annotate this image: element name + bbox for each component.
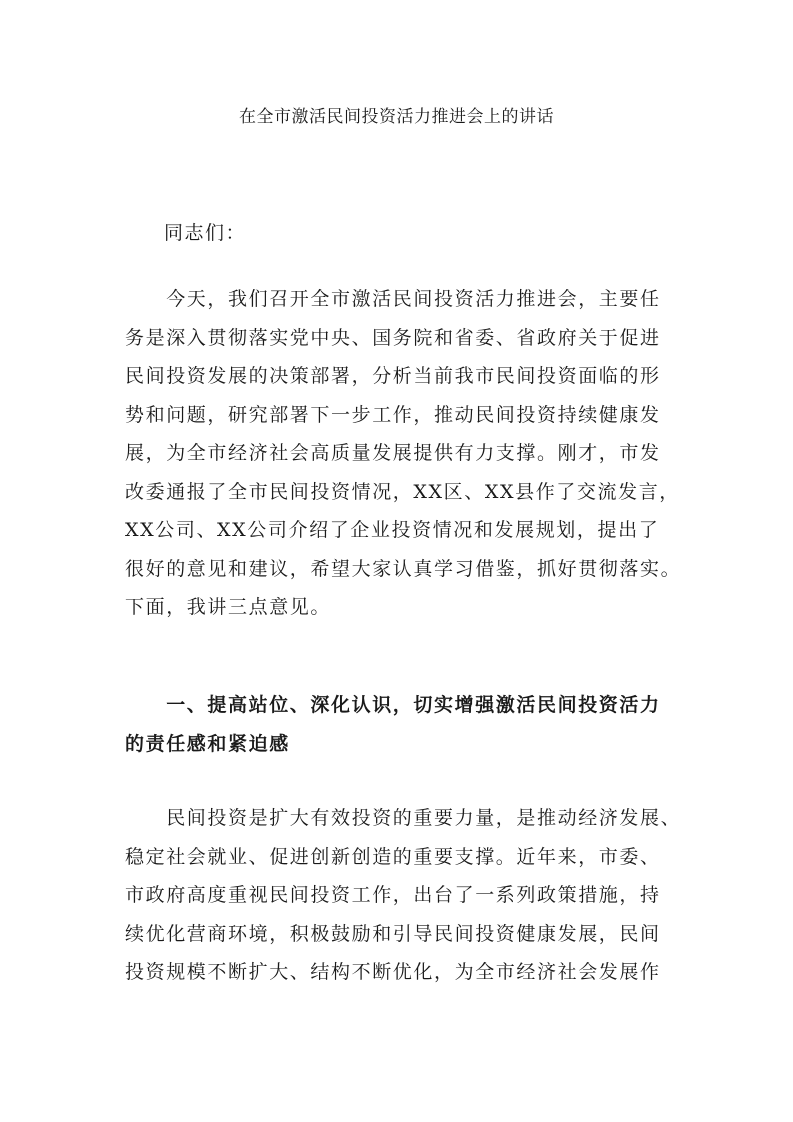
section-heading-1 <box>125 686 685 763</box>
paragraph-line: 改委通报了全市民间投资情况，XX区、XX县作了交流发言， <box>125 480 680 503</box>
paragraph-line: 下面，我讲三点意见。 <box>125 596 332 618</box>
paragraph-line: 投资规模不断扩大、结构不断优化，为全市经济社会发展作 <box>125 961 661 983</box>
paragraph-line: 很好的意见和建议，希望大家认真学习借鉴，抓好贯彻落实。 <box>125 557 682 580</box>
paragraph-line: 市政府高度重视民间投资工作，出台了一系列政策措施，持 <box>125 884 661 906</box>
paragraph-line: 稳定社会就业、促进创新创造的重要支撑。近年来，市委、 <box>125 845 661 868</box>
paragraph-section-1 <box>125 799 685 992</box>
paragraph-line: 势和问题，研究部署下一步工作，推动民间投资持续健康发 <box>125 403 661 426</box>
paragraph-line: 民间投资是扩大有效投资的重要力量，是推动经济发展、 <box>125 807 682 829</box>
document-title: 在全市激活民间投资活力推进会上的讲话 <box>239 107 554 127</box>
paragraph-line: 务是深入贯彻落实党中央、国务院和省委、省政府关于促进 <box>125 326 661 349</box>
heading-line: 的责任感和紧迫感 <box>125 732 290 755</box>
paragraph-intro <box>125 280 685 627</box>
paragraph-line: 民间投资发展的决策部署，分析当前我市民间投资面临的形 <box>125 365 661 387</box>
paragraph-line: 今天，我们召开全市激活民间投资活力推进会，主要任 <box>125 288 661 310</box>
salutation: 同志们： <box>164 222 247 244</box>
heading-line: 一、提高站位、深化认识，切实增强激活民间投资活力 <box>125 694 661 716</box>
paragraph-line: 展，为全市经济社会高质量发展提供有力支撑。刚才，市发 <box>125 442 661 464</box>
paragraph-line: XX公司、XX公司介绍了企业投资情况和发展规划，提出了 <box>125 519 660 541</box>
paragraph-line: 续优化营商环境，积极鼓励和引导民间投资健康发展，民间 <box>125 922 661 945</box>
